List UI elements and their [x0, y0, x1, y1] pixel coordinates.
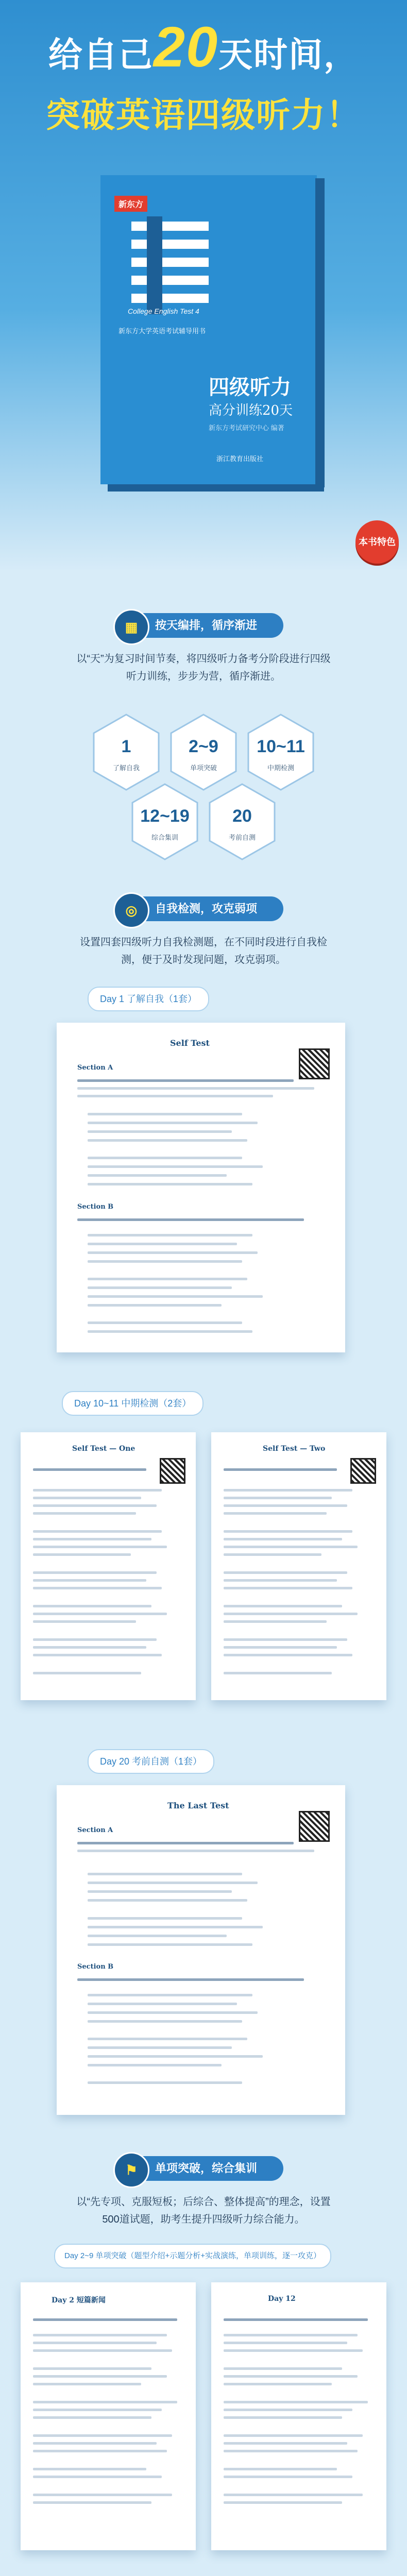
- target-icon: ◎: [113, 892, 149, 928]
- text-line: [224, 1638, 347, 1641]
- text-line: [33, 2450, 167, 2452]
- text-line: [224, 1587, 352, 1589]
- day-range: 2~9: [189, 737, 218, 756]
- text-line: [88, 1243, 237, 1245]
- text-line: [88, 1943, 252, 1946]
- text-line: [33, 2442, 157, 2445]
- qr-code-icon: [160, 1458, 185, 1484]
- hero-title: [0, 14, 407, 80]
- text-line: [224, 2334, 358, 2336]
- text-line: [88, 2064, 222, 2066]
- sample-page-self-test-one: [21, 1432, 196, 1700]
- text-line: [88, 1917, 242, 1920]
- text-line: [77, 1850, 314, 1852]
- text-line: [33, 2318, 177, 2321]
- book-series: College English Test 4: [128, 307, 199, 315]
- text-line: [224, 1579, 337, 1582]
- text-line: [224, 2450, 358, 2452]
- text-line: [88, 1174, 227, 1177]
- text-line: [33, 1638, 157, 1641]
- text-line: [88, 1994, 252, 1996]
- text-line: [224, 1504, 347, 1507]
- text-line: [224, 1571, 347, 1574]
- text-line: [88, 1882, 258, 1884]
- publisher-logo: 新东方: [114, 196, 147, 212]
- text-line: [33, 1504, 157, 1507]
- day-pill: Day 2~9 单项突破（题型介绍+示题分析+实战演练，单项训练，逐一攻克）: [54, 2244, 331, 2268]
- cover-stripes-icon: [121, 216, 224, 314]
- qr-code-icon: [299, 1811, 330, 1842]
- section-heading: Section A: [77, 1826, 113, 1834]
- section-banner-label: 按天编排，循序渐进: [155, 619, 257, 632]
- text-line: [33, 1579, 146, 1582]
- text-line: [88, 1139, 247, 1142]
- section-banner-self-test: [125, 896, 283, 921]
- text-line: [88, 1295, 263, 1298]
- page-heading: Day 12: [268, 2295, 296, 2303]
- text-line: [224, 1538, 342, 1540]
- text-line: [88, 2003, 237, 2005]
- text-line: [224, 1620, 327, 1623]
- text-line: [224, 2468, 337, 2470]
- text-line: [88, 1113, 242, 1115]
- calendar-icon: ▦: [113, 609, 149, 645]
- text-line: [88, 2038, 247, 2040]
- text-line: [224, 1497, 332, 1499]
- text-line: [88, 1926, 263, 1928]
- qr-code-icon: [299, 1048, 330, 1079]
- text-line: [88, 1234, 252, 1236]
- page-heading: Self Test: [170, 1038, 210, 1048]
- text-line: [88, 1278, 247, 1280]
- text-line: [88, 2055, 263, 2058]
- text-line: [88, 1122, 258, 1124]
- sample-page-last-test: [57, 1785, 345, 2115]
- section-description: 以“先专项、克服短板；后综合、整体提高”的理念，设置500道试题，助考生提升四级听力综合能力。: [76, 2196, 331, 2225]
- hero-title-post: 天时间，: [218, 36, 359, 74]
- text-line: [88, 2081, 242, 2084]
- text-line: [33, 2494, 172, 2496]
- text-line: [77, 1087, 314, 1090]
- text-line: [88, 1260, 242, 1263]
- text-line: [33, 1489, 162, 1492]
- text-line: [33, 2434, 172, 2437]
- text-line: [77, 1095, 273, 1097]
- text-line: [88, 1304, 222, 1307]
- book-editor: 新东方考试研究中心 编著: [209, 424, 284, 432]
- day-label: 考前自测: [228, 834, 256, 841]
- day-range: 12~19: [140, 806, 190, 826]
- text-line: [224, 2476, 352, 2478]
- text-line: [88, 1873, 242, 1875]
- text-line: [33, 1605, 151, 1607]
- text-line: [33, 1620, 136, 1623]
- page-heading: The Last Test: [167, 1801, 229, 1810]
- text-line: [224, 2442, 347, 2445]
- text-line: [224, 1646, 337, 1649]
- text-line: [33, 1646, 146, 1649]
- text-line: [33, 2342, 157, 2344]
- text-line: [88, 1286, 232, 1289]
- text-line: [224, 2434, 363, 2437]
- text-line: [77, 1842, 294, 1844]
- text-line: [77, 1079, 294, 1082]
- book-publisher: 浙江教育出版社: [216, 455, 264, 463]
- book-spine: [315, 178, 325, 487]
- text-line: [33, 2367, 151, 2370]
- text-line: [224, 1546, 358, 1548]
- text-line: [88, 1330, 252, 1333]
- text-line: [33, 1654, 162, 1656]
- hero-title-pre: 给自己: [48, 36, 154, 74]
- text-line: [77, 1978, 304, 1981]
- text-line: [224, 1605, 342, 1607]
- text-line: [33, 2401, 177, 2403]
- book-title: 四级听力: [209, 375, 291, 399]
- text-line: [224, 1530, 352, 1533]
- section-banner-label: 自我检测，攻克弱项: [155, 902, 257, 915]
- day-range: 20: [232, 806, 252, 826]
- text-line: [33, 1538, 151, 1540]
- qr-code-icon: [350, 1458, 376, 1484]
- section-banner-label: 单项突破，综合集训: [155, 2162, 257, 2175]
- sample-page-self-test-two: [211, 1432, 386, 1700]
- text-line: [33, 2334, 167, 2336]
- day-pill: Day 10~11 中期检测（2套）: [62, 1391, 204, 1416]
- section-heading: Section A: [77, 1064, 113, 1072]
- text-line: [224, 2383, 332, 2385]
- text-line: [33, 2409, 162, 2411]
- text-line: [224, 1553, 321, 1556]
- flag-icon: ⚑: [113, 2152, 149, 2188]
- text-line: [33, 1497, 141, 1499]
- text-line: [33, 2383, 141, 2385]
- text-line: [88, 1251, 258, 1254]
- text-line: [33, 1553, 131, 1556]
- text-line: [224, 2416, 342, 2419]
- text-line: [77, 1218, 304, 1221]
- day-pill: Day 20 考前自测（1套）: [88, 1749, 214, 1774]
- section-heading: Section B: [77, 1203, 114, 1211]
- text-line: [224, 1672, 332, 1674]
- text-line: [224, 2349, 363, 2352]
- text-line: [224, 1489, 352, 1492]
- text-line: [224, 2342, 347, 2344]
- book-title-secondary: 高分训练20天: [209, 403, 293, 418]
- day-range: 1: [121, 737, 131, 756]
- text-line: [33, 1512, 136, 1515]
- text-line: [224, 2401, 368, 2403]
- text-line: [224, 2367, 342, 2370]
- text-line: [88, 1935, 227, 1937]
- day-label: 综合集训: [151, 834, 178, 841]
- text-line: [33, 1613, 167, 1615]
- book-subtitle: 新东方大学英语考试辅导用书: [118, 327, 206, 335]
- text-line: [88, 1165, 263, 1168]
- text-line: [33, 2476, 162, 2478]
- text-line: [33, 1672, 141, 1674]
- text-line: [224, 1613, 358, 1615]
- section-heading: Section B: [77, 1963, 114, 1971]
- text-line: [33, 1546, 167, 1548]
- text-line: [33, 1530, 162, 1533]
- text-line: [224, 2375, 358, 2378]
- section-description: 以“天”为复习时间节奏，将四级听力备考分阶段进行四级听力训练，步步为营，循序渐进。: [76, 653, 331, 682]
- sample-page-comprehensive-training: [211, 2282, 386, 2550]
- text-line: [88, 1157, 242, 1159]
- text-line: [224, 2409, 352, 2411]
- sample-page-single-training: [21, 2282, 196, 2550]
- day-label: 单项突破: [190, 764, 217, 772]
- section-banner-schedule: [125, 613, 283, 638]
- day-pill: Day 1 了解自我（1套）: [88, 987, 209, 1011]
- day-label: 了解自我: [112, 764, 140, 772]
- text-line: [33, 2468, 146, 2470]
- text-line: [224, 2501, 342, 2504]
- text-line: [88, 1899, 247, 1902]
- page-heading: Self Test — One: [72, 1445, 135, 1453]
- section-banner-training: [125, 2156, 283, 2181]
- day-label: 中期检测: [267, 764, 294, 772]
- text-line: [88, 2011, 258, 2014]
- section-description: 设置四套四级听力自我检测题，在不同时段进行自我检测，便于及时发现问题，攻克弱项。: [80, 937, 327, 965]
- text-line: [224, 1654, 352, 1656]
- text-line: [33, 2501, 151, 2504]
- hero-title-number: 20: [153, 15, 219, 79]
- hero-subtitle: 突破英语四级听力！: [46, 96, 361, 134]
- text-line: [224, 2318, 368, 2321]
- text-line: [224, 1468, 337, 1471]
- text-line: [88, 2020, 242, 2023]
- page-heading: Self Test — Two: [263, 1445, 326, 1453]
- text-line: [224, 2494, 363, 2496]
- text-line: [88, 1321, 242, 1324]
- text-line: [33, 2375, 167, 2378]
- sample-page-self-test: [57, 1023, 345, 1352]
- text-line: [88, 1890, 232, 1893]
- text-line: [224, 1512, 327, 1515]
- text-line: [33, 1587, 162, 1589]
- text-line: [33, 1571, 157, 1574]
- feature-badge: 本书特色: [355, 520, 399, 564]
- text-line: [33, 2416, 151, 2419]
- text-line: [88, 1130, 232, 1133]
- text-line: [88, 1183, 252, 1185]
- day-range: 10~11: [257, 737, 305, 756]
- text-line: [33, 2349, 172, 2352]
- page-heading: Day 2 短篇新闻: [52, 2296, 106, 2304]
- text-line: [33, 1468, 146, 1471]
- text-line: [88, 2046, 232, 2049]
